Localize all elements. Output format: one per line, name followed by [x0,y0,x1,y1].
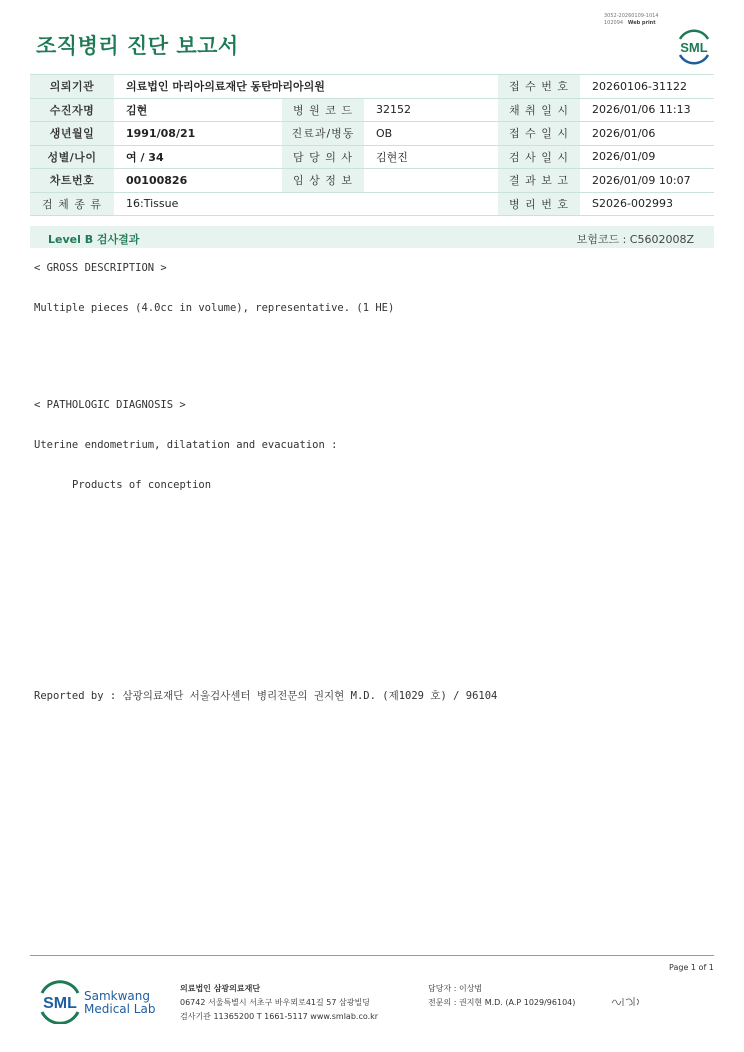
footer-divider [30,955,714,956]
value-patient-name: 김현 [114,98,282,122]
sml-footer-logo-icon [36,980,84,1024]
value-sex-age: 여 / 34 [114,145,282,169]
table-row [30,98,714,122]
label-exam-date: 검 사 일 시 [498,145,580,169]
value-specimen-type: 16:Tissue [114,192,498,216]
sml-footer-logo-text: SML [43,995,77,1012]
table-row [30,75,714,99]
value-chart-number: 00100826 [114,169,282,193]
label-department: 진료과/병동 [282,122,364,146]
table-row [30,145,714,169]
diagnosis-site: Uterine endometrium, dilatation and evacuation : [34,439,338,451]
value-pathology-number: S2026-002993 [580,192,714,216]
value-department: OB [364,122,498,146]
lab-name [84,990,155,1016]
label-receipt-number: 접 수 번 호 [498,75,580,99]
label-result-report: 결 과 보 고 [498,169,580,193]
label-chart-number: 차트번호 [30,169,114,193]
table-row [30,169,714,193]
insurance-code: 보험코드 : C5602008Z [576,233,694,246]
label-pathology-number: 병 리 번 호 [498,192,580,216]
print-id-line1: 3052-20260109-1014 [604,13,659,19]
lab-name-line1: Samkwang [84,989,150,1003]
label-patient-name: 수진자명 [30,98,114,122]
print-id [604,13,659,27]
value-receipt-date: 2026/01/06 [580,122,714,146]
value-exam-date: 2026/01/09 [580,145,714,169]
value-physician: 김현진 [364,145,498,169]
value-receipt-number: 20260106-31122 [580,75,714,99]
org-name: 의료법인 삼광의료재단 [180,984,261,993]
diagnosis-result: Products of conception [72,479,212,491]
print-id-line2: 102094 Web print [604,20,656,26]
label-physician: 담 당 의 사 [282,145,364,169]
table-row [30,122,714,146]
signature-icon [610,994,642,1008]
value-result-report: 2026/01/09 10:07 [580,169,714,193]
gross-description-heading: < GROSS DESCRIPTION > [34,262,167,274]
gross-description-text: Multiple pieces (4.0cc in volume), representative. (1 HE) [34,302,395,314]
label-hospital-code: 병 원 코 드 [282,98,364,122]
staff-in-charge: 담당자 : 이상범 [428,984,483,993]
footer-staff [428,982,575,1010]
reported-by: Reported by : 삼광의료재단 서울검사센터 병리전문의 권지현 M.D. (제1029 호) / 96104 [34,690,498,702]
value-requesting-institution: 의료법인 마리아의료재단 동탄마리아의원 [114,75,498,99]
page-number: Page 1 of 1 [669,963,714,972]
level-result-label: Level B 검사결과 [48,233,140,246]
value-collection-datetime: 2026/01/06 11:13 [580,98,714,122]
value-hospital-code: 32152 [364,98,498,122]
sml-logo-text: SML [680,40,708,55]
label-collection-datetime: 채 취 일 시 [498,98,580,122]
value-clinical-info [364,169,498,193]
label-specimen-type: 검 체 종 류 [30,192,114,216]
footer-organization [180,982,378,1024]
label-receipt-date: 접 수 일 시 [498,122,580,146]
label-clinical-info: 임 상 정 보 [282,169,364,193]
table-row [30,192,714,216]
org-contact: 검사기관 11365200 T 1661-5117 www.smlab.co.kr [180,1012,379,1021]
level-result-bar [30,226,714,248]
value-birth-date: 1991/08/21 [114,122,282,146]
lab-name-line2: Medical Lab [84,1002,156,1016]
sml-logo-icon [674,26,714,66]
label-birth-date: 생년월일 [30,122,114,146]
label-requesting-institution: 의뢰기관 [30,75,114,99]
label-sex-age: 성별/나이 [30,145,114,169]
org-address: 06742 서울특별시 서초구 바우뫼로41길 57 삼광빌딩 [180,998,370,1007]
specialist: 전문의 : 권지현 M.D. (A.P 1029/96104) [428,998,576,1007]
patient-info-table [30,74,714,216]
page-title: 조직병리 진단 보고서 [36,34,239,58]
pathologic-diagnosis-heading: < PATHOLOGIC DIAGNOSIS > [34,399,186,411]
